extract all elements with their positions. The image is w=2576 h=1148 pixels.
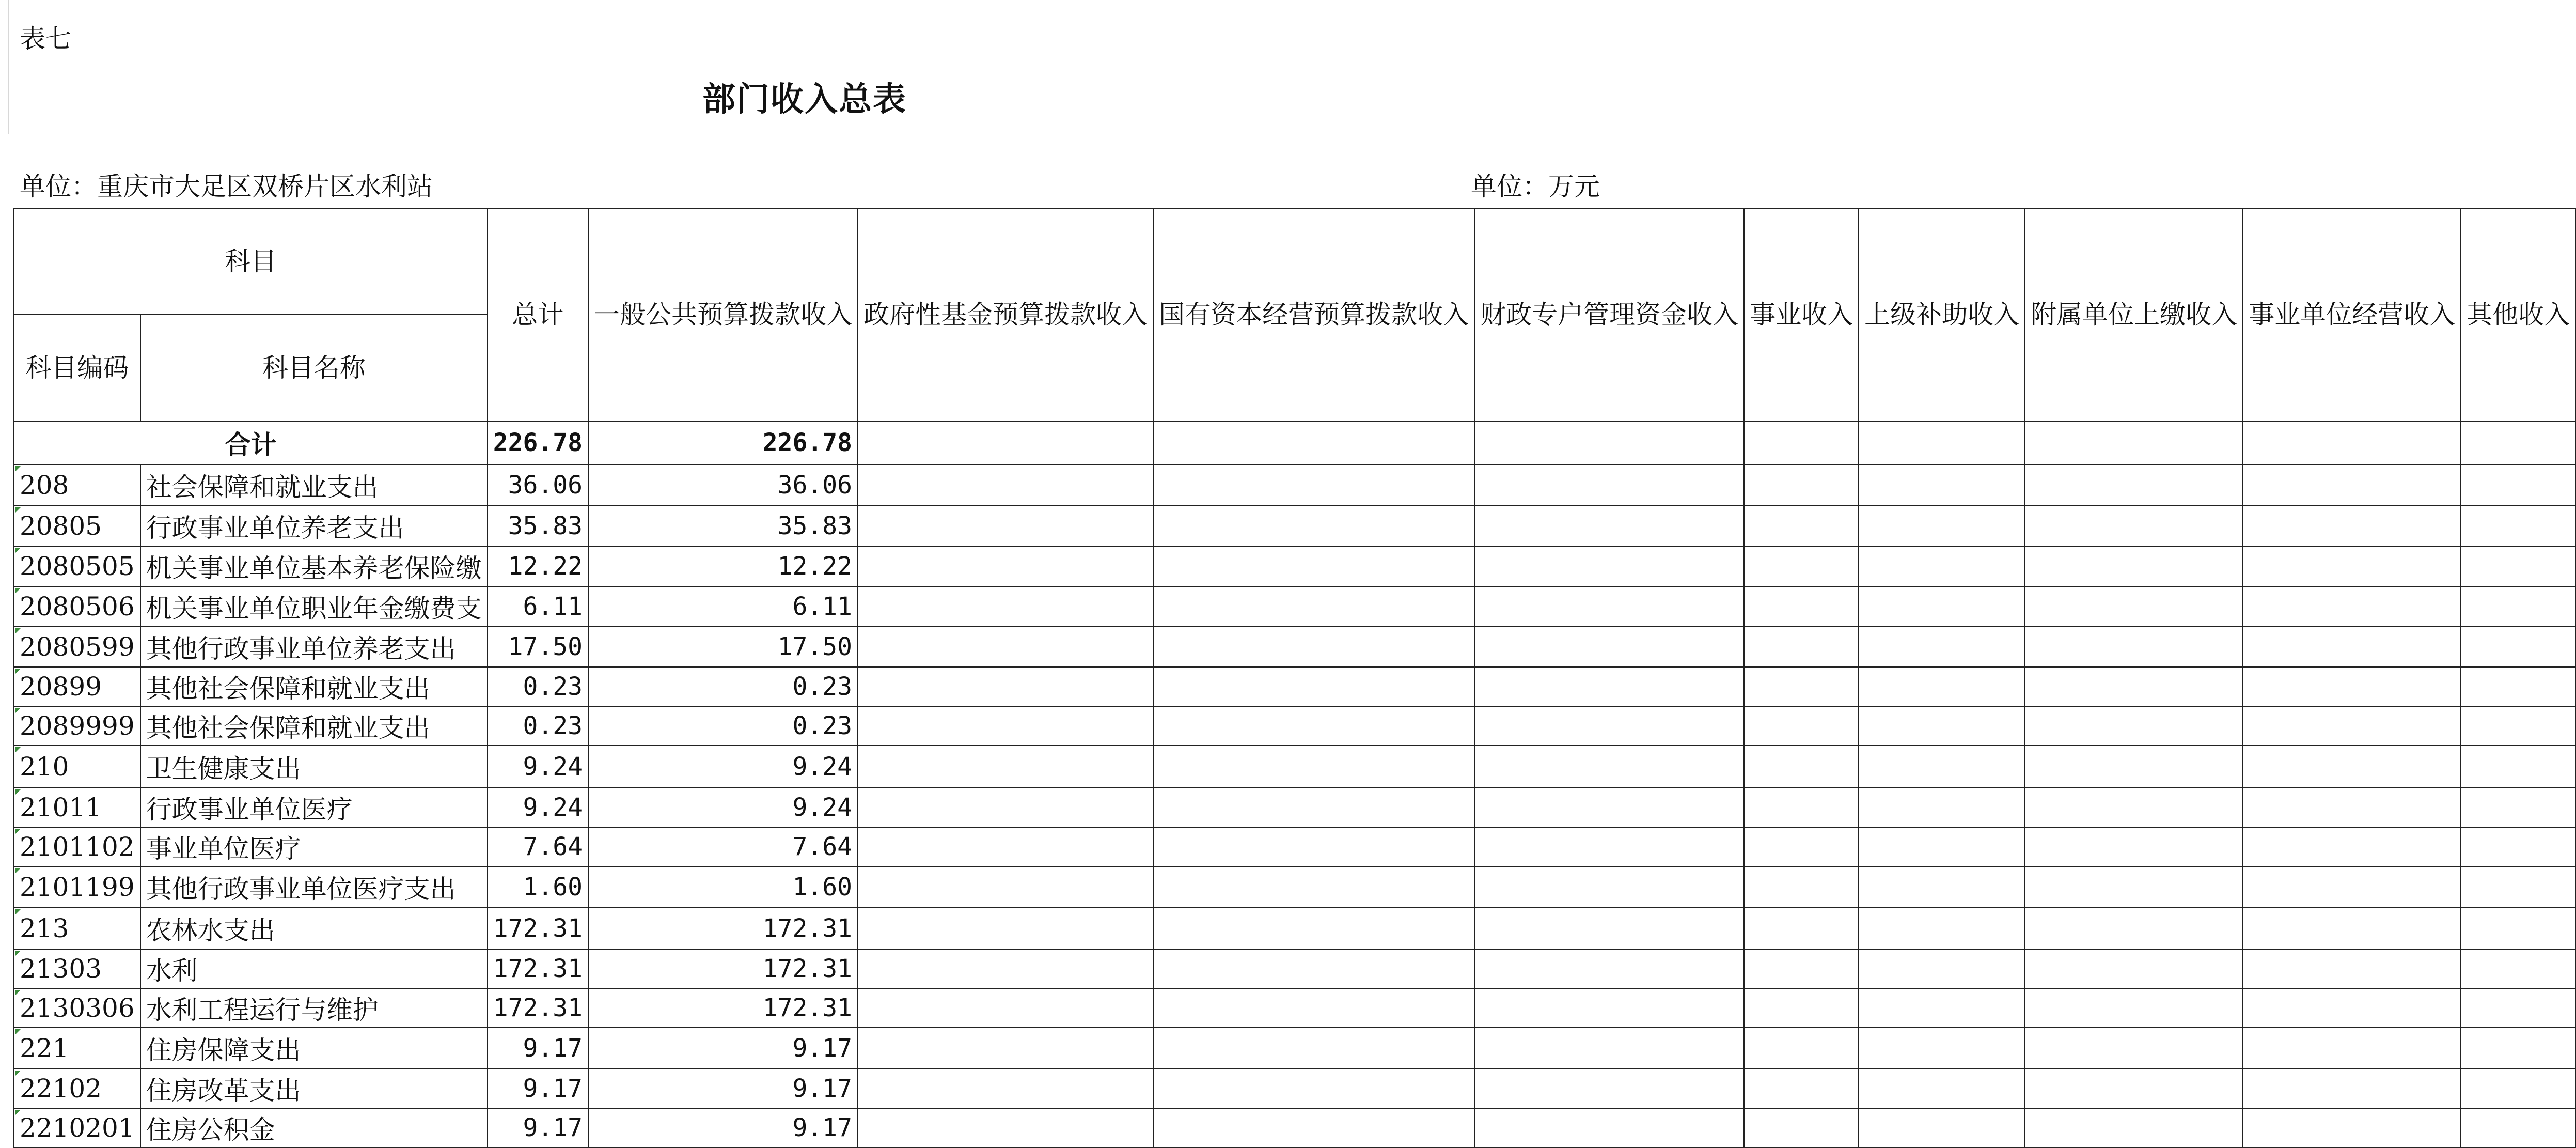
table-row bbox=[14, 908, 2575, 949]
empty-cell bbox=[1153, 464, 1474, 506]
empty-cell bbox=[858, 788, 1153, 827]
row-name: 行政事业单位医疗 bbox=[140, 788, 488, 827]
empty-cell bbox=[858, 706, 1153, 746]
row-general: 9.24 bbox=[588, 746, 858, 788]
empty-cell bbox=[1474, 1069, 1744, 1108]
empty-cell bbox=[2243, 1069, 2461, 1108]
row-general: 35.83 bbox=[588, 506, 858, 546]
empty-cell bbox=[1859, 667, 2025, 706]
header-business-income: 事业收入 bbox=[1744, 208, 1859, 421]
empty-cell bbox=[1153, 949, 1474, 988]
empty-cell bbox=[1859, 866, 2025, 908]
row-name: 行政事业单位养老支出 bbox=[140, 506, 488, 546]
empty-cell bbox=[2243, 667, 2461, 706]
row-general: 9.17 bbox=[588, 1069, 858, 1108]
row-general: 9.17 bbox=[588, 1108, 858, 1147]
row-code: 2210201 bbox=[14, 1108, 140, 1147]
empty-cell bbox=[1744, 1108, 1859, 1147]
empty-cell bbox=[1859, 1108, 2025, 1147]
empty-cell bbox=[2243, 866, 2461, 908]
empty-cell bbox=[1744, 949, 1859, 988]
empty-cell bbox=[858, 746, 1153, 788]
empty-cell bbox=[2461, 546, 2575, 586]
empty-cell bbox=[1859, 706, 2025, 746]
row-total: 0.23 bbox=[488, 667, 588, 706]
empty-cell bbox=[2243, 706, 2461, 746]
empty-cell bbox=[1474, 706, 1744, 746]
empty-cell bbox=[1744, 464, 1859, 506]
empty-cell bbox=[2461, 788, 2575, 827]
row-code: 21011 bbox=[14, 788, 140, 827]
table-row bbox=[14, 949, 2575, 988]
row-code: 2080599 bbox=[14, 627, 140, 667]
empty-cell bbox=[1474, 586, 1744, 627]
empty-cell bbox=[1744, 506, 1859, 546]
empty-cell bbox=[1744, 788, 1859, 827]
empty-cell bbox=[2025, 908, 2243, 949]
row-total: 17.50 bbox=[488, 627, 588, 667]
empty-cell bbox=[1153, 1069, 1474, 1108]
empty-cell bbox=[2025, 1028, 2243, 1069]
table-row bbox=[14, 988, 2575, 1028]
empty-cell bbox=[2025, 1108, 2243, 1147]
row-code: 21303 bbox=[14, 949, 140, 988]
empty-cell bbox=[1744, 586, 1859, 627]
row-total: 7.64 bbox=[488, 827, 588, 866]
table-header bbox=[14, 208, 2575, 421]
empty-cell bbox=[1859, 627, 2025, 667]
empty-cell bbox=[1744, 1028, 1859, 1069]
table-body bbox=[14, 421, 2575, 464]
empty-cell bbox=[1474, 908, 1744, 949]
row-total: 9.17 bbox=[488, 1069, 588, 1108]
row-total: 172.31 bbox=[488, 908, 588, 949]
empty-cell bbox=[2025, 988, 2243, 1028]
empty-cell bbox=[1744, 627, 1859, 667]
header-fiscal-special: 财政专户管理资金收入 bbox=[1474, 208, 1744, 421]
empty-cell bbox=[2025, 866, 2243, 908]
empty-cell bbox=[1153, 1028, 1474, 1069]
total-label: 合计 bbox=[14, 421, 488, 464]
empty-cell bbox=[858, 949, 1153, 988]
empty-cell bbox=[1744, 988, 1859, 1028]
empty-cell bbox=[2461, 667, 2575, 706]
row-total: 9.17 bbox=[488, 1028, 588, 1069]
sheet-label: 表七 bbox=[20, 24, 71, 54]
empty-cell bbox=[2025, 506, 2243, 546]
table-row bbox=[14, 667, 2575, 706]
total-general: 226.78 bbox=[588, 421, 858, 464]
empty-cell bbox=[1859, 1028, 2025, 1069]
row-code: 2130306 bbox=[14, 988, 140, 1028]
empty-cell bbox=[1744, 866, 1859, 908]
empty-cell bbox=[858, 908, 1153, 949]
empty-cell bbox=[2243, 506, 2461, 546]
empty-cell bbox=[858, 506, 1153, 546]
empty-cell bbox=[2243, 949, 2461, 988]
empty-cell bbox=[2461, 908, 2575, 949]
empty-cell bbox=[2461, 627, 2575, 667]
empty-cell bbox=[2461, 988, 2575, 1028]
row-name: 住房保障支出 bbox=[140, 1028, 488, 1069]
empty-cell bbox=[1153, 667, 1474, 706]
unit-currency: 单位：万元 bbox=[1471, 172, 1600, 201]
table-row bbox=[14, 706, 2575, 746]
empty-cell bbox=[1859, 1069, 2025, 1108]
empty-cell bbox=[1474, 788, 1744, 827]
total-sum: 226.78 bbox=[488, 421, 588, 464]
header-name: 科目名称 bbox=[140, 315, 488, 421]
row-code: 22102 bbox=[14, 1069, 140, 1108]
empty-cell bbox=[2461, 1108, 2575, 1147]
empty-cell bbox=[1744, 827, 1859, 866]
table-row bbox=[14, 788, 2575, 827]
row-code: 221 bbox=[14, 1028, 140, 1069]
row-code: 208 bbox=[14, 464, 140, 506]
row-total: 172.31 bbox=[488, 949, 588, 988]
empty-cell bbox=[1474, 1028, 1744, 1069]
empty-cell bbox=[1474, 949, 1744, 988]
row-general: 172.31 bbox=[588, 908, 858, 949]
empty-cell bbox=[2243, 827, 2461, 866]
empty-cell bbox=[858, 1108, 1153, 1147]
empty-cell bbox=[1153, 1108, 1474, 1147]
header-operating-income: 事业单位经营收入 bbox=[2243, 208, 2461, 421]
row-total: 9.17 bbox=[488, 1108, 588, 1147]
empty-cell bbox=[2461, 506, 2575, 546]
empty-cell bbox=[2461, 866, 2575, 908]
row-total: 9.24 bbox=[488, 746, 588, 788]
empty-cell bbox=[858, 667, 1153, 706]
empty-cell bbox=[1153, 866, 1474, 908]
row-general: 12.22 bbox=[588, 546, 858, 586]
empty-cell bbox=[858, 866, 1153, 908]
row-total: 12.22 bbox=[488, 546, 588, 586]
empty-cell bbox=[1859, 506, 2025, 546]
row-code: 210 bbox=[14, 746, 140, 788]
empty-cell bbox=[2243, 908, 2461, 949]
table-row bbox=[14, 506, 2575, 546]
row-general: 17.50 bbox=[588, 627, 858, 667]
data-rows bbox=[14, 464, 2575, 1147]
empty-cell bbox=[2025, 667, 2243, 706]
row-total: 36.06 bbox=[488, 464, 588, 506]
row-name: 其他行政事业单位医疗支出 bbox=[140, 866, 488, 908]
empty-cell bbox=[1859, 988, 2025, 1028]
header-other-income: 其他收入 bbox=[2461, 208, 2575, 421]
row-code: 20899 bbox=[14, 667, 140, 706]
row-name: 农林水支出 bbox=[140, 908, 488, 949]
row-name: 机关事业单位职业年金缴费支 bbox=[140, 586, 488, 627]
empty-cell bbox=[1474, 746, 1744, 788]
empty-cell bbox=[2461, 949, 2575, 988]
empty-cell bbox=[2025, 586, 2243, 627]
row-total: 9.24 bbox=[488, 788, 588, 827]
row-general: 172.31 bbox=[588, 949, 858, 988]
empty-cell bbox=[1474, 1108, 1744, 1147]
empty-cell bbox=[1744, 908, 1859, 949]
row-code: 2101102 bbox=[14, 827, 140, 866]
empty-cell bbox=[858, 464, 1153, 506]
empty-cell bbox=[2025, 706, 2243, 746]
header-code: 科目编码 bbox=[14, 315, 140, 421]
table-row bbox=[14, 464, 2575, 506]
empty-cell bbox=[1474, 627, 1744, 667]
row-general: 1.60 bbox=[588, 866, 858, 908]
row-total: 35.83 bbox=[488, 506, 588, 546]
row-total: 6.11 bbox=[488, 586, 588, 627]
empty-cell bbox=[1859, 464, 2025, 506]
empty-cell bbox=[1153, 546, 1474, 586]
empty-cell bbox=[1153, 788, 1474, 827]
row-general: 0.23 bbox=[588, 667, 858, 706]
empty-cell bbox=[2025, 949, 2243, 988]
empty-cell bbox=[1859, 949, 2025, 988]
header-superior-subsidy: 上级补助收入 bbox=[1859, 208, 2025, 421]
row-code: 2089999 bbox=[14, 706, 140, 746]
row-total: 1.60 bbox=[488, 866, 588, 908]
empty-cell bbox=[1153, 988, 1474, 1028]
empty-cell bbox=[1744, 746, 1859, 788]
empty-cell bbox=[1153, 746, 1474, 788]
empty-cell bbox=[2025, 1069, 2243, 1108]
empty-cell bbox=[858, 586, 1153, 627]
row-code: 2080505 bbox=[14, 546, 140, 586]
row-name: 卫生健康支出 bbox=[140, 746, 488, 788]
empty-cell bbox=[2243, 586, 2461, 627]
row-code: 20805 bbox=[14, 506, 140, 546]
empty-cell bbox=[2461, 586, 2575, 627]
row-name: 其他行政事业单位养老支出 bbox=[140, 627, 488, 667]
table-row bbox=[14, 827, 2575, 866]
empty-cell bbox=[1744, 1069, 1859, 1108]
row-name: 住房公积金 bbox=[140, 1108, 488, 1147]
row-general: 172.31 bbox=[588, 988, 858, 1028]
empty-cell bbox=[1153, 627, 1474, 667]
header-gov-fund: 政府性基金预算拨款收入 bbox=[858, 208, 1153, 421]
empty-cell bbox=[1474, 546, 1744, 586]
empty-cell bbox=[2461, 706, 2575, 746]
income-table bbox=[13, 208, 2576, 1148]
header-state-capital: 国有资本经营预算拨款收入 bbox=[1153, 208, 1474, 421]
row-general: 9.17 bbox=[588, 1028, 858, 1069]
table-row bbox=[14, 627, 2575, 667]
empty-cell bbox=[2461, 827, 2575, 866]
empty-cell bbox=[2243, 788, 2461, 827]
row-name: 其他社会保障和就业支出 bbox=[140, 667, 488, 706]
table-row bbox=[14, 546, 2575, 586]
empty-cell bbox=[2243, 627, 2461, 667]
empty-cell bbox=[2461, 464, 2575, 506]
row-general: 6.11 bbox=[588, 586, 858, 627]
row-name: 其他社会保障和就业支出 bbox=[140, 706, 488, 746]
empty-cell bbox=[2243, 464, 2461, 506]
table-row bbox=[14, 586, 2575, 627]
empty-cell bbox=[1474, 827, 1744, 866]
empty-cell bbox=[1859, 788, 2025, 827]
row-name: 住房改革支出 bbox=[140, 1069, 488, 1108]
empty-cell bbox=[1474, 464, 1744, 506]
row-general: 0.23 bbox=[588, 706, 858, 746]
empty-cell bbox=[1859, 746, 2025, 788]
empty-cell bbox=[1474, 988, 1744, 1028]
row-name: 水利工程运行与维护 bbox=[140, 988, 488, 1028]
empty-cell bbox=[858, 1069, 1153, 1108]
empty-cell bbox=[1153, 586, 1474, 627]
header-affiliated-unit: 附属单位上缴收入 bbox=[2025, 208, 2243, 421]
row-code: 2080506 bbox=[14, 586, 140, 627]
row-name: 社会保障和就业支出 bbox=[140, 464, 488, 506]
empty-cell bbox=[2461, 1028, 2575, 1069]
row-general: 7.64 bbox=[588, 827, 858, 866]
empty-cell bbox=[2243, 988, 2461, 1028]
empty-cell bbox=[2243, 1108, 2461, 1147]
empty-cell bbox=[1859, 586, 2025, 627]
row-general: 9.24 bbox=[588, 788, 858, 827]
empty-cell bbox=[1153, 827, 1474, 866]
empty-cell bbox=[1859, 827, 2025, 866]
table-row bbox=[14, 1028, 2575, 1069]
empty-cell bbox=[1859, 908, 2025, 949]
empty-cell bbox=[858, 1028, 1153, 1069]
empty-cell bbox=[1153, 706, 1474, 746]
empty-cell bbox=[1474, 506, 1744, 546]
empty-cell bbox=[2025, 627, 2243, 667]
total-row bbox=[14, 421, 2575, 464]
table-row bbox=[14, 866, 2575, 908]
table-row bbox=[14, 1069, 2575, 1108]
empty-cell bbox=[1744, 546, 1859, 586]
row-code: 213 bbox=[14, 908, 140, 949]
empty-cell bbox=[2243, 1028, 2461, 1069]
empty-cell bbox=[2025, 746, 2243, 788]
empty-cell bbox=[2243, 746, 2461, 788]
page-title: 部门收入总表 bbox=[702, 80, 907, 119]
empty-cell bbox=[1153, 908, 1474, 949]
empty-cell bbox=[2461, 746, 2575, 788]
empty-cell bbox=[1744, 667, 1859, 706]
row-total: 172.31 bbox=[488, 988, 588, 1028]
empty-cell bbox=[1153, 506, 1474, 546]
empty-cell bbox=[2243, 546, 2461, 586]
header-general-budget: 一般公共预算拨款收入 bbox=[588, 208, 858, 421]
row-total: 0.23 bbox=[488, 706, 588, 746]
empty-cell bbox=[2461, 1069, 2575, 1108]
table-row bbox=[14, 746, 2575, 788]
row-name: 水利 bbox=[140, 949, 488, 988]
row-name: 机关事业单位基本养老保险缴 bbox=[140, 546, 488, 586]
empty-cell bbox=[1474, 667, 1744, 706]
empty-cell bbox=[858, 627, 1153, 667]
empty-cell bbox=[2025, 546, 2243, 586]
empty-cell bbox=[1744, 706, 1859, 746]
empty-cell bbox=[2025, 464, 2243, 506]
empty-cell bbox=[2025, 827, 2243, 866]
row-name: 事业单位医疗 bbox=[140, 827, 488, 866]
header-subject: 科目 bbox=[14, 208, 488, 315]
row-code: 2101199 bbox=[14, 866, 140, 908]
empty-cell bbox=[858, 988, 1153, 1028]
row-general: 36.06 bbox=[588, 464, 858, 506]
empty-cell bbox=[1859, 546, 2025, 586]
empty-cell bbox=[858, 827, 1153, 866]
empty-cell bbox=[858, 546, 1153, 586]
empty-cell bbox=[1474, 866, 1744, 908]
empty-cell bbox=[2025, 788, 2243, 827]
unit-organization: 单位：重庆市大足区双桥片区水利站 bbox=[20, 172, 433, 201]
table-row bbox=[14, 1108, 2575, 1147]
header-total: 总计 bbox=[488, 208, 588, 421]
